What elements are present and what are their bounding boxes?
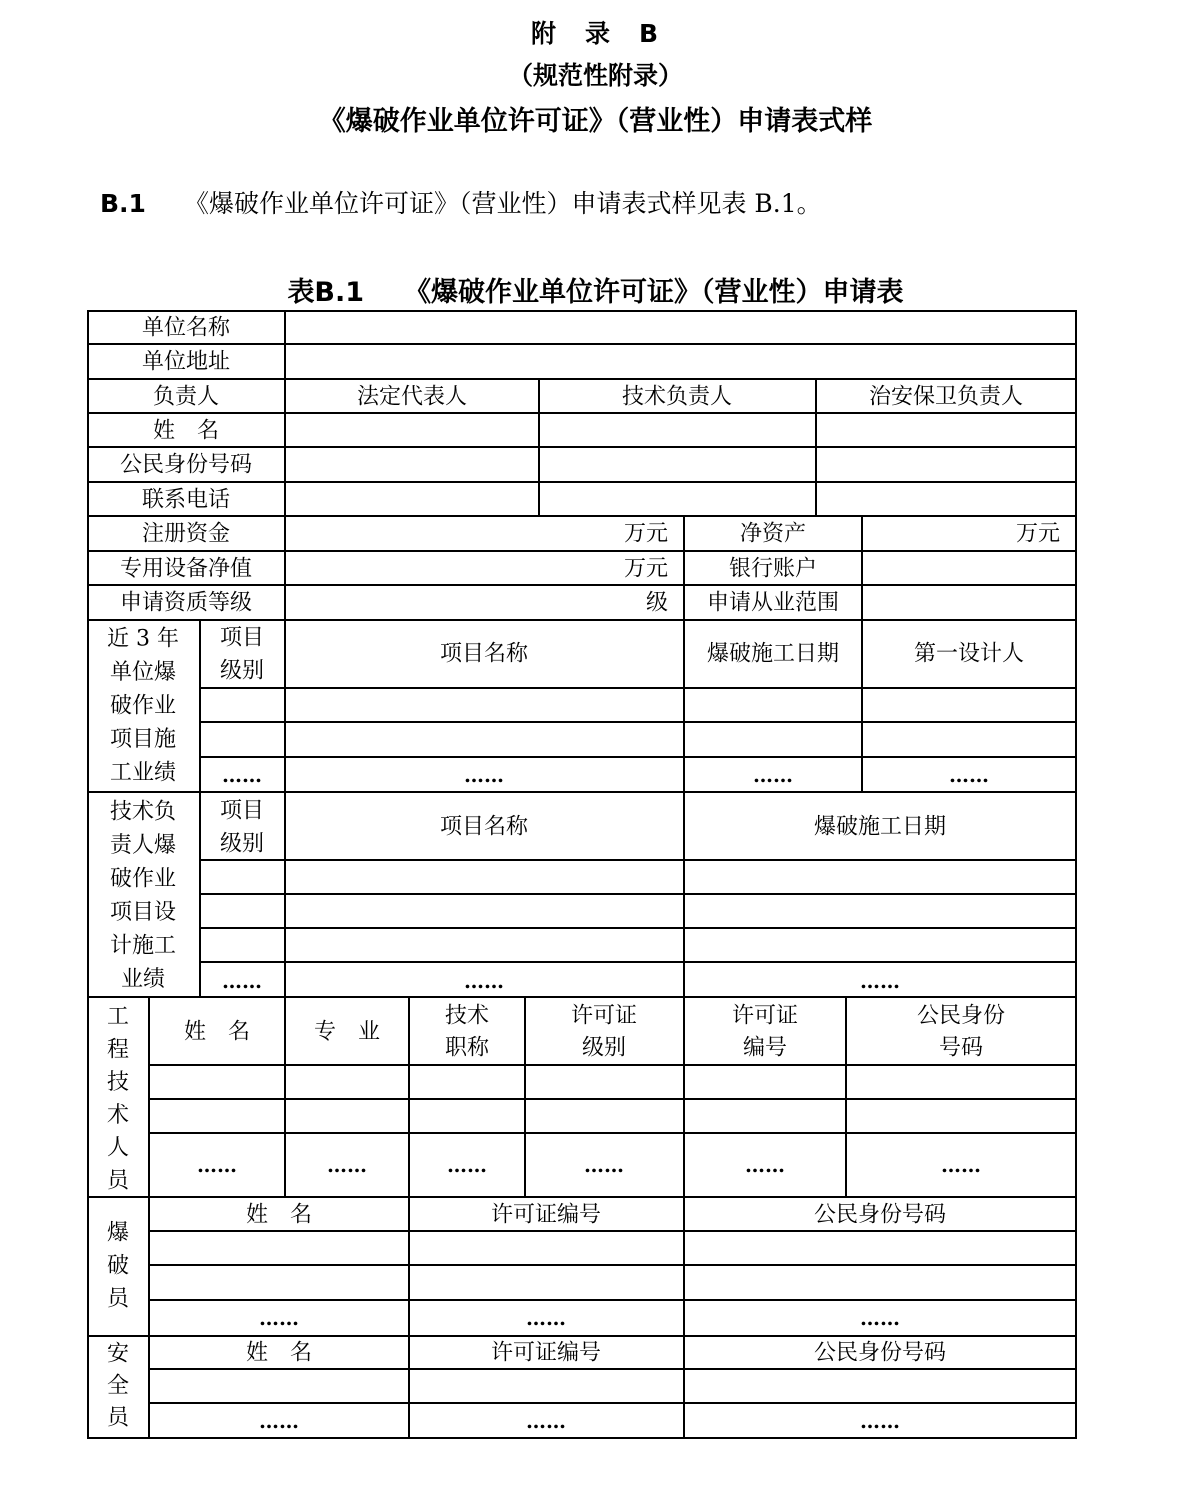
table-frame xyxy=(88,311,1076,1438)
unit-performance-label: 项目施 xyxy=(109,727,177,752)
project-level-header: 项目 xyxy=(219,798,265,824)
ellipsis-mark: …… xyxy=(860,1306,900,1330)
unit-name-label: 单位名称 xyxy=(141,315,231,341)
unit-performance-label: 破作业 xyxy=(109,693,177,719)
ellipsis-mark: …… xyxy=(526,1409,566,1433)
engineering-staff-label: 术 xyxy=(106,1102,130,1128)
engineering-staff-label: 工 xyxy=(106,1004,130,1030)
tech-lead-performance-label: 计施工 xyxy=(109,933,177,959)
name-header: 姓 名 xyxy=(183,1019,251,1045)
qualification-level-label: 申请资质等级 xyxy=(119,590,253,616)
unit-address-label: 单位地址 xyxy=(141,349,231,375)
ellipsis-mark: …… xyxy=(753,763,793,787)
ellipsis-mark: …… xyxy=(464,969,504,993)
clause-number: B.1 xyxy=(100,189,146,218)
safety-officer-label: 员 xyxy=(106,1405,130,1431)
engineering-staff-label: 技 xyxy=(106,1070,130,1096)
id-number-header: 公民身份号码 xyxy=(813,1340,947,1366)
name-header: 姓 名 xyxy=(245,1202,313,1228)
blasting-date-header: 爆破施工日期 xyxy=(813,814,947,840)
project-name-header: 项目名称 xyxy=(439,641,529,667)
equipment-value-label: 专用设备净值 xyxy=(119,556,253,582)
project-level-header: 级别 xyxy=(219,658,265,684)
ellipsis-mark: …… xyxy=(526,1306,566,1330)
tech-lead-performance-label: 责人爆 xyxy=(109,833,177,858)
tech-lead-performance-label: 业绩 xyxy=(120,967,166,992)
ellipsis-mark: …… xyxy=(259,1306,299,1330)
normative-note: （规范性附录） xyxy=(507,61,683,90)
id-number-header: 公民身份 xyxy=(916,1003,1006,1029)
ellipsis-mark: …… xyxy=(941,1153,981,1177)
blaster-label: 爆 xyxy=(106,1220,130,1246)
security-lead-label: 治安保卫负责人 xyxy=(868,384,1024,410)
major-header: 专 业 xyxy=(313,1019,381,1045)
unit-level: 级 xyxy=(645,590,668,616)
registered-capital-label: 注册资金 xyxy=(141,521,231,547)
responsible-label: 负责人 xyxy=(152,384,220,410)
ellipsis-mark: …… xyxy=(584,1153,624,1177)
unit-wan-yuan: 万元 xyxy=(623,556,668,582)
license-number-header: 许可证编号 xyxy=(490,1340,602,1366)
unit-wan-yuan: 万元 xyxy=(623,521,668,547)
license-number-header: 编号 xyxy=(742,1035,788,1061)
project-level-header: 级别 xyxy=(219,831,265,857)
ellipsis-mark: …… xyxy=(949,763,989,787)
license-number-header: 许可证 xyxy=(731,1003,799,1029)
id-number-header: 号码 xyxy=(938,1035,984,1061)
technical-title-header: 职称 xyxy=(444,1035,490,1061)
bank-account-label: 银行账户 xyxy=(728,556,818,582)
project-name-header: 项目名称 xyxy=(439,814,529,840)
engineering-staff-label: 人 xyxy=(106,1135,130,1161)
license-level-header: 许可证 xyxy=(570,1003,638,1029)
safety-officer-label: 全 xyxy=(106,1373,130,1399)
project-level-header: 项目 xyxy=(219,625,265,651)
first-designer-header: 第一设计人 xyxy=(913,641,1025,667)
ellipsis-mark: …… xyxy=(860,969,900,993)
business-scope-label: 申请从业范围 xyxy=(706,590,840,616)
application-form-table xyxy=(87,310,1077,1439)
technical-title-header: 技术 xyxy=(444,1003,490,1029)
ellipsis-mark: …… xyxy=(464,763,504,787)
name-label: 姓 名 xyxy=(152,418,220,444)
ellipsis-mark: …… xyxy=(222,763,262,787)
clause-text: 《爆破作业单位许可证》（营业性）申请表式样见表 B.1。 xyxy=(183,189,822,218)
id-number-label: 公民身份号码 xyxy=(119,452,253,478)
ellipsis-mark: …… xyxy=(222,969,262,993)
ellipsis-mark: …… xyxy=(860,1409,900,1433)
appendix-title: 《爆破作业单位许可证》（营业性）申请表式样 xyxy=(318,106,873,137)
ellipsis-mark: …… xyxy=(197,1153,237,1177)
ellipsis-mark: …… xyxy=(745,1153,785,1177)
table-caption xyxy=(0,270,1191,309)
license-level-header: 级别 xyxy=(581,1035,627,1061)
blaster-label: 员 xyxy=(106,1286,130,1312)
appendix-heading: 附 录 B xyxy=(530,19,661,48)
table-title: 《爆破作业单位许可证》（营业性）申请表 xyxy=(404,277,904,308)
license-number-header: 许可证编号 xyxy=(490,1202,602,1228)
blasting-date-header: 爆破施工日期 xyxy=(706,641,840,667)
technical-lead-label: 技术负责人 xyxy=(621,384,733,410)
ellipsis-mark: …… xyxy=(259,1409,299,1433)
tech-lead-performance-label: 项目设 xyxy=(109,900,177,925)
tech-lead-performance-label: 技术负 xyxy=(109,799,177,825)
safety-officer-label: 安 xyxy=(106,1341,130,1367)
unit-performance-label: 单位爆 xyxy=(109,660,177,685)
id-number-header: 公民身份号码 xyxy=(813,1202,947,1228)
table-number: 表B.1 xyxy=(287,277,365,308)
unit-performance-label: 近 3 年 xyxy=(107,626,179,652)
engineering-staff-label: 程 xyxy=(106,1037,130,1063)
blaster-label: 破 xyxy=(106,1253,130,1279)
legal-representative-label: 法定代表人 xyxy=(356,384,468,410)
intro-paragraph xyxy=(100,184,822,220)
tech-lead-performance-label: 破作业 xyxy=(109,866,177,892)
phone-label: 联系电话 xyxy=(141,487,231,513)
ellipsis-mark: …… xyxy=(327,1153,367,1177)
ellipsis-mark: …… xyxy=(447,1153,487,1177)
net-assets-label: 净资产 xyxy=(739,521,807,547)
name-header: 姓 名 xyxy=(245,1340,313,1366)
unit-wan-yuan: 万元 xyxy=(1015,521,1060,547)
unit-performance-label: 工业绩 xyxy=(109,760,177,786)
engineering-staff-label: 员 xyxy=(106,1168,130,1194)
